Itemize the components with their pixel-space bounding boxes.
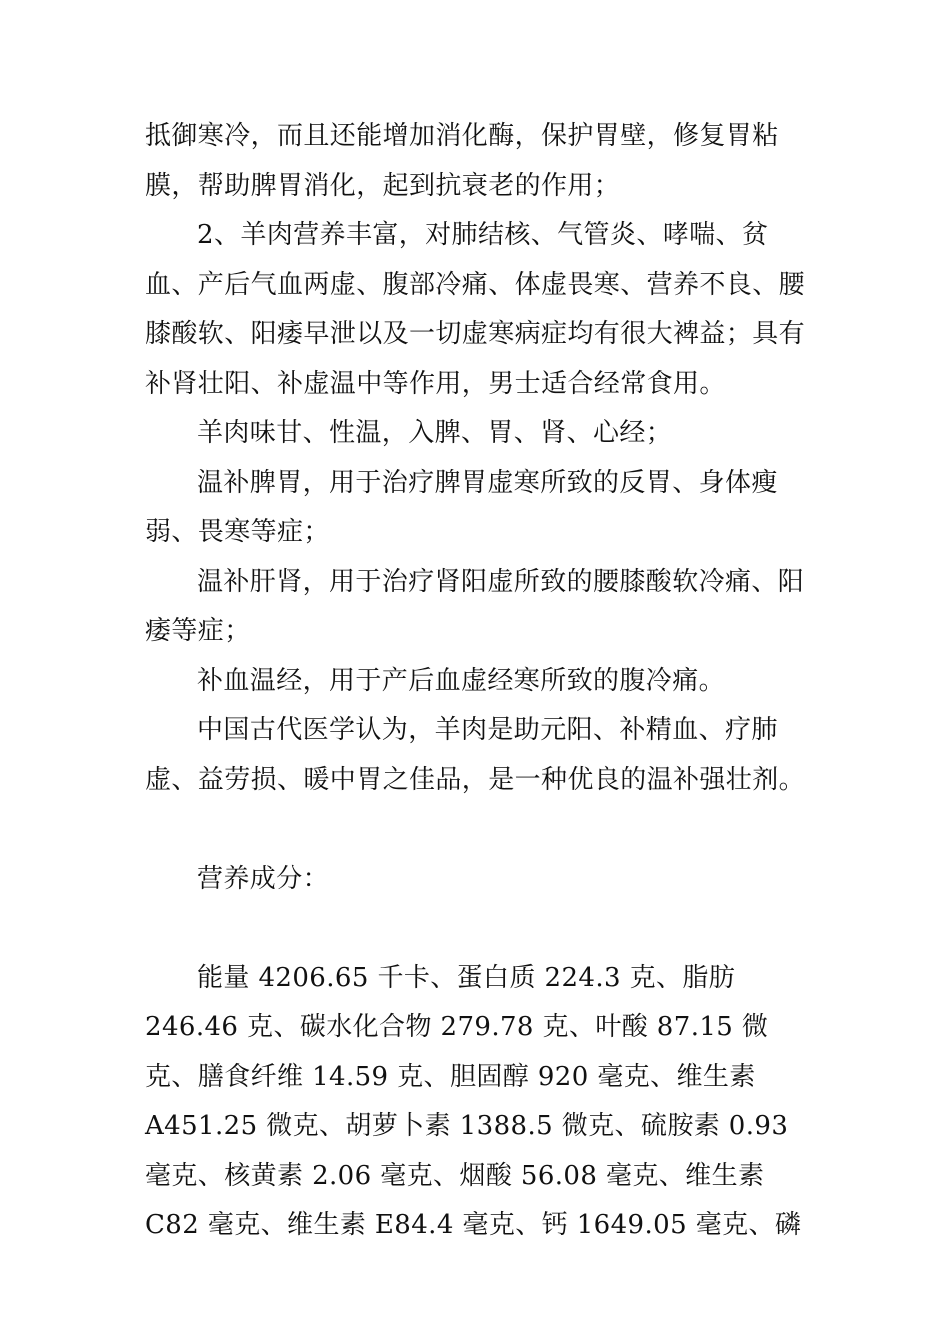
heading-nutrition-facts: 营养成分： <box>197 863 330 894</box>
paragraph-blood: 补血温经，用于产后血虚经寒所致的腹冷痛。 <box>197 665 726 696</box>
paragraph-ancient-medicine: 中国古代医学认为，羊肉是助元阳、补精血、疗肺虚、益劳损、暖中胃之佳品，是一种优良的温补强壮剂。 <box>145 715 806 795</box>
paragraph-spleen-stomach: 温补脾胃，用于治疗脾胃虚寒所致的反胃、身体瘦弱、畏寒等症； <box>145 467 778 547</box>
paragraph-liver-kidney: 温补肝肾，用于治疗肾阳虚所致的腰膝酸软冷痛、阳痿等症； <box>145 566 805 646</box>
body-text <box>145 112 810 1251</box>
paragraph-properties: 羊肉味甘、性温，入脾、胃、肾、心经； <box>197 418 673 448</box>
paragraph-digestion: 抵御寒冷，而且还能增加消化酶，保护胃壁，修复胃粘膜，帮助脾胃消化，起到抗衰老的作用； <box>145 121 779 201</box>
paragraph-nutrition-values: 能量 4206.65 千卡、蛋白质 224.3 克、脂肪 246.46 克、碳水化合物 279.78 克、叶酸 87.15 微克、膳食纤维 14.59 克、胆固醇 920 毫克、维生素 A451.25 微克、胡萝卜素 1388.5 微克、硫胺素 0.93 毫克、核黄素 2.06 毫克、烟酸 56.08 毫克、维生素 C82 毫克、维生素 E84.4 毫克、钙 1649.05 毫克、磷 <box>145 962 802 1240</box>
paragraph-nutrition-benefits: 2、羊肉营养丰富，对肺结核、气管炎、哮喘、贫血、产后气血两虚、腹部冷痛、体虚畏寒、营养不良、腰膝酸软、阳痿早泄以及一切虚寒病症均有很大裨益；具有补肾壮阳、补虚温中等作用，男士适合经常食用。 <box>145 220 806 399</box>
